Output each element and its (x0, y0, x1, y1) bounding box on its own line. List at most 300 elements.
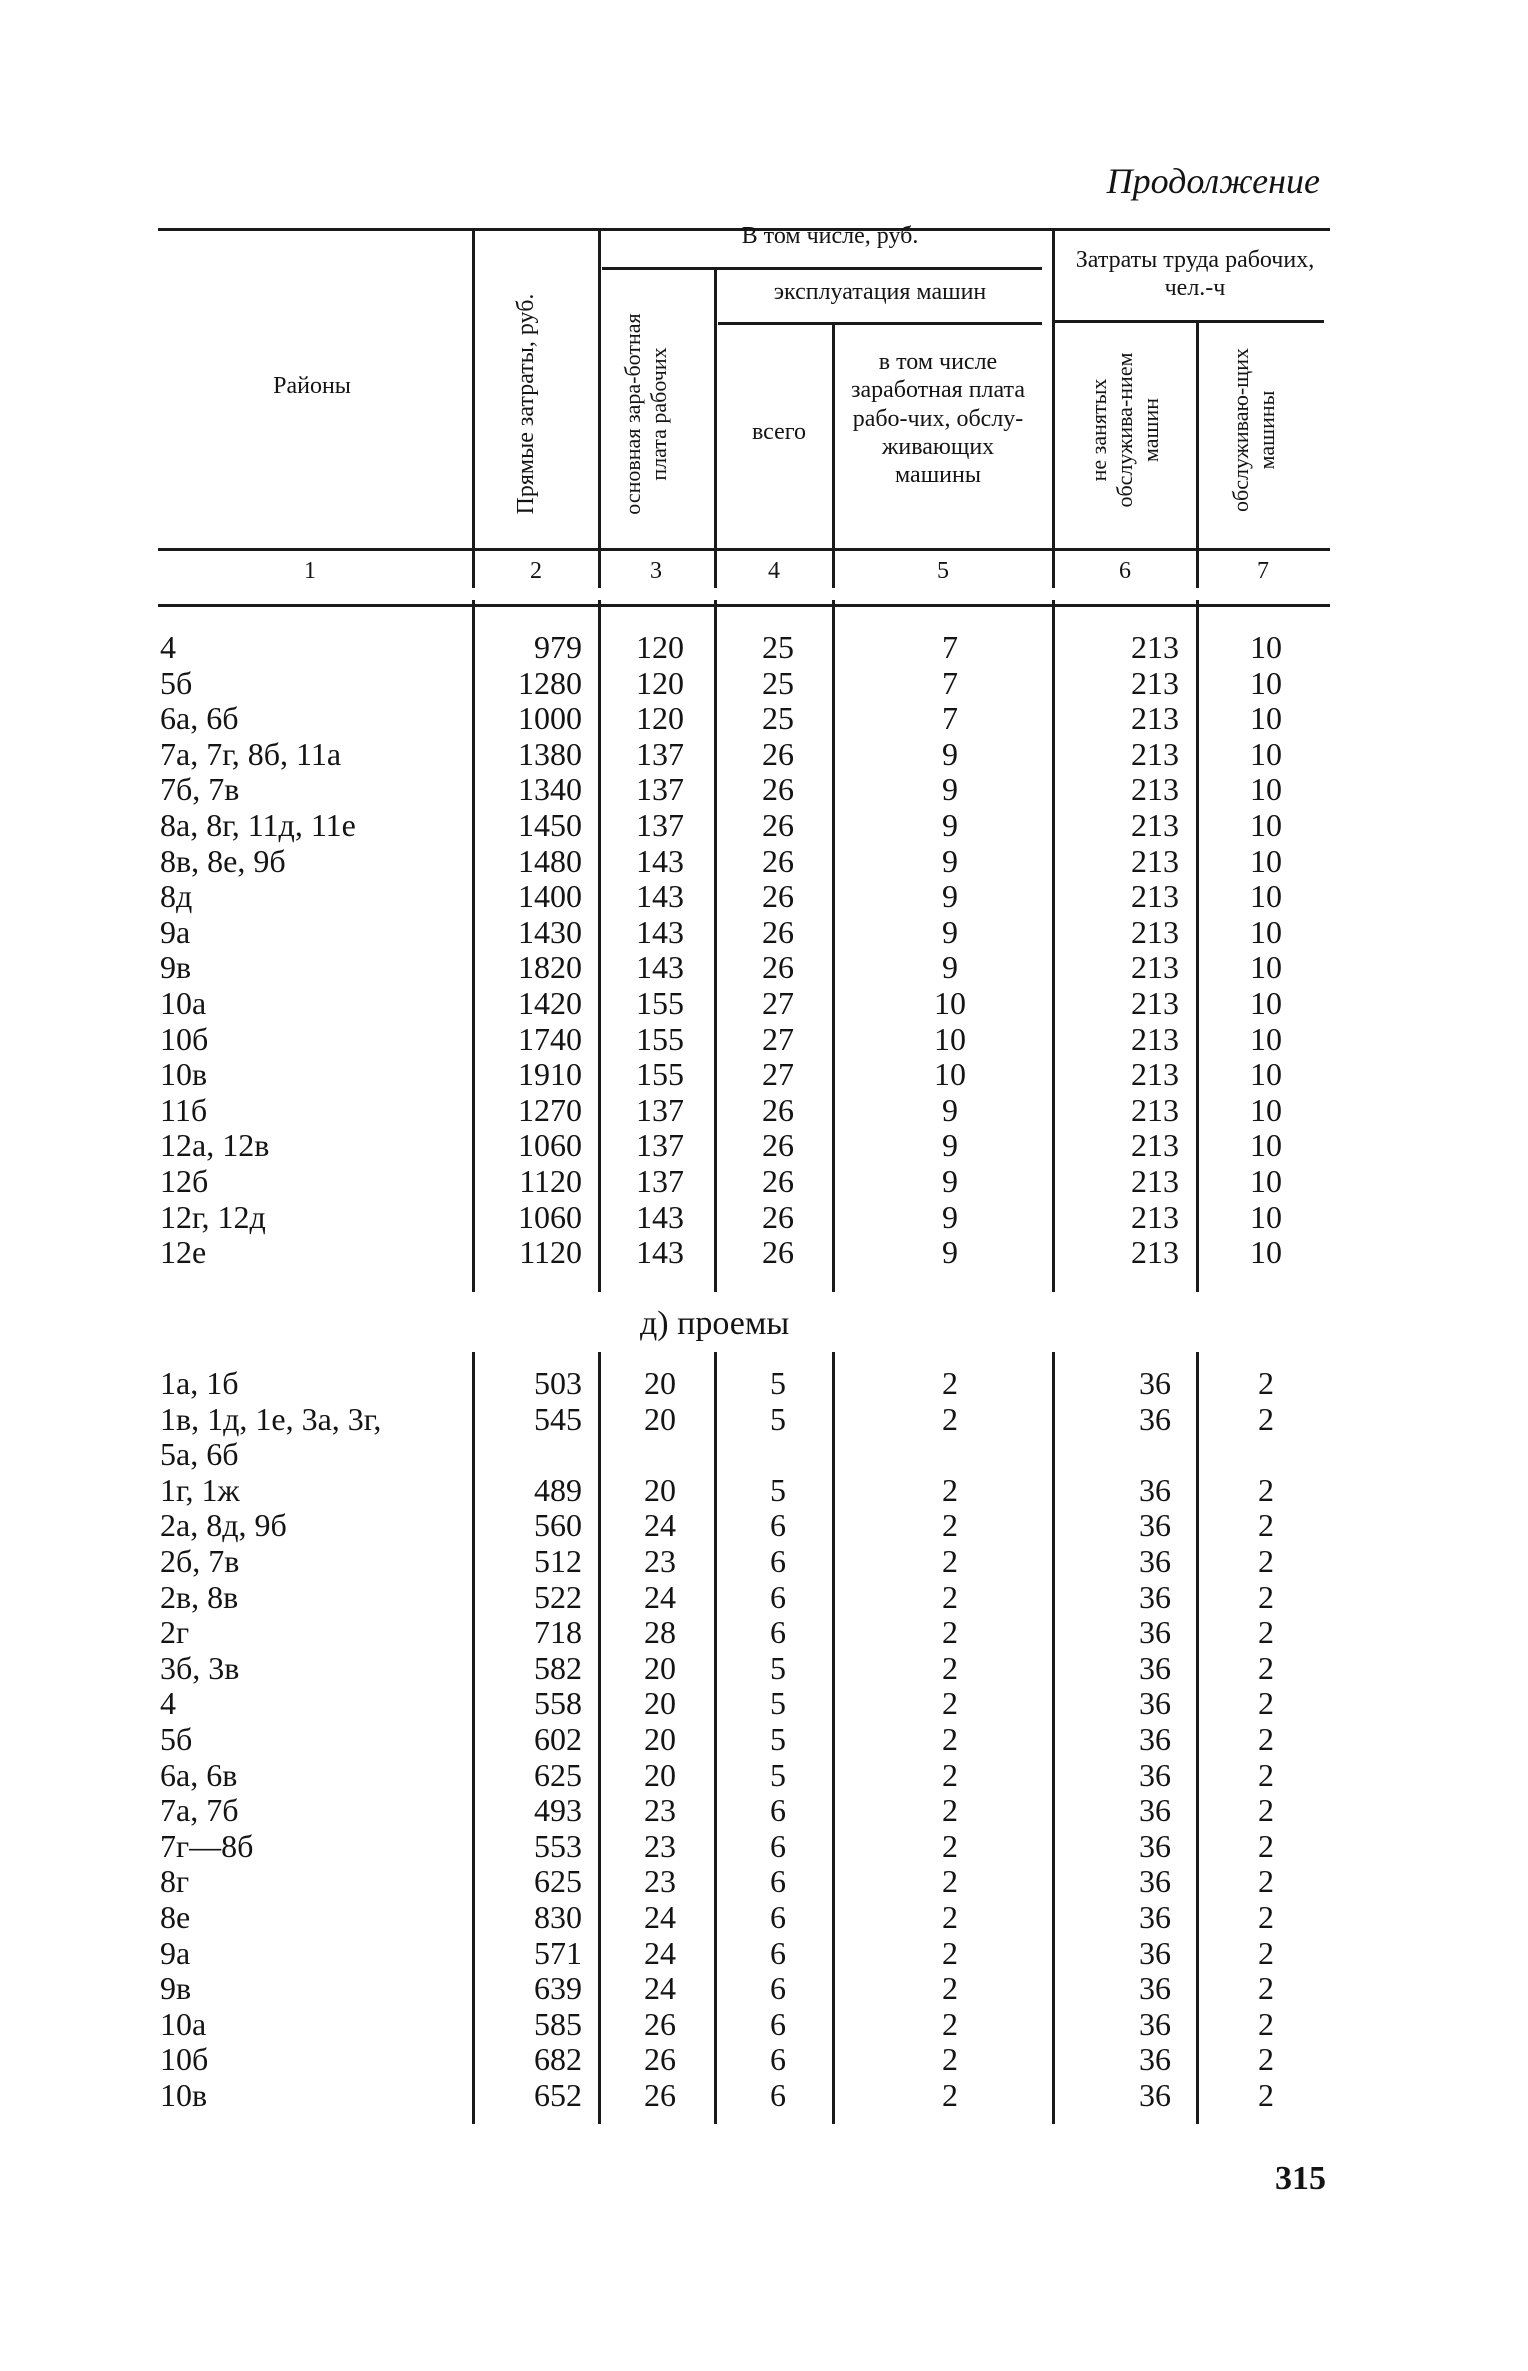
cell-base-wage: 24 (644, 1578, 676, 1615)
cell-base-wage: 24 (644, 1507, 676, 1544)
cell-labor-not-machines: 36 (1139, 1792, 1171, 1829)
cell-machines-total: 26 (762, 1163, 794, 1199)
cell-region: 12г, 12д (160, 1198, 266, 1235)
cell-machine-wage: 2 (942, 1970, 958, 2007)
cell-region: 5а, 6б (160, 1436, 239, 1473)
cell-direct-costs: 1910 (518, 1056, 582, 1093)
cell-machine-wage: 9 (942, 949, 958, 986)
cell-direct-costs: 682 (534, 2041, 582, 2078)
cell-labor-not-machines: 36 (1139, 1685, 1171, 1722)
cell-machine-wage: 2 (942, 1614, 958, 1651)
cell-direct-costs: 1450 (518, 807, 582, 843)
cell-base-wage: 23 (644, 1792, 676, 1829)
cell-base-wage: 143 (636, 1234, 684, 1271)
cell-labor-not-machines: 213 (1131, 1198, 1179, 1235)
cell-direct-costs: 571 (534, 1934, 582, 1971)
cell-base-wage: 120 (636, 700, 684, 737)
cell-machines-total: 26 (762, 842, 794, 879)
cell-base-wage: 120 (636, 664, 684, 701)
cell-machine-wage: 2 (942, 1934, 958, 1971)
cell-machine-wage: 9 (942, 807, 958, 843)
cell-region: 10а (160, 985, 207, 1021)
cell-region: 9а (160, 1934, 191, 1971)
cell-labor-machines: 10 (1250, 1234, 1282, 1271)
cell-labor-not-machines: 213 (1131, 1163, 1179, 1199)
cell-base-wage: 137 (636, 735, 684, 772)
cell-base-wage: 155 (636, 1056, 684, 1093)
cell-region: 10в (160, 1056, 208, 1093)
header-base-wage: основная зара-ботная плата рабочих (620, 313, 671, 515)
cell-direct-costs: 560 (534, 1507, 582, 1544)
cell-region: 6а, 6в (160, 1756, 238, 1793)
cell-direct-costs: 553 (534, 1827, 582, 1864)
cell-labor-machines: 2 (1258, 1649, 1274, 1686)
cell-labor-machines: 2 (1258, 1365, 1274, 1401)
cell-labor-machines: 2 (1258, 2041, 1274, 2078)
cost-group-rule (602, 267, 1042, 270)
cell-machines-total: 6 (770, 2077, 786, 2113)
cell-labor-machines: 10 (1250, 985, 1282, 1021)
cell-direct-costs: 512 (534, 1543, 582, 1579)
cell-region: 9в (160, 1970, 192, 2007)
cell-labor-not-machines: 36 (1139, 1578, 1171, 1615)
cell-machines-total: 27 (762, 1020, 794, 1057)
cell-labor-machines: 10 (1250, 1020, 1282, 1057)
cell-base-wage: 26 (644, 2077, 676, 2113)
cell-region: 7а, 7б (160, 1792, 239, 1829)
cell-base-wage: 143 (636, 878, 684, 915)
cell-labor-machines: 2 (1258, 1543, 1274, 1579)
cell-labor-not-machines: 213 (1131, 949, 1179, 986)
cell-region: 1в, 1д, 1е, 3а, 3г, (160, 1400, 382, 1437)
cell-machine-wage: 2 (942, 1578, 958, 1615)
cell-machines-total: 26 (762, 1127, 794, 1164)
cell-labor-machines: 10 (1250, 913, 1282, 950)
cell-region: 1г, 1ж (160, 1471, 240, 1508)
cell-machines-total: 27 (762, 1056, 794, 1093)
cell-labor-machines: 10 (1250, 807, 1282, 843)
header-vline-6 (1052, 228, 1055, 588)
cell-direct-costs: 545 (534, 1400, 582, 1437)
cell-labor-not-machines: 36 (1139, 1400, 1171, 1437)
cell-labor-not-machines: 213 (1131, 1091, 1179, 1128)
cell-machines-total: 5 (770, 1649, 786, 1686)
cell-labor-machines: 2 (1258, 1471, 1274, 1508)
cell-labor-machines: 2 (1258, 2077, 1274, 2113)
cell-machines-total: 5 (770, 1365, 786, 1401)
cell-region: 12е (160, 1234, 207, 1271)
cell-labor-not-machines: 213 (1131, 1056, 1179, 1093)
cell-base-wage: 23 (644, 1543, 676, 1579)
cell-machines-total: 26 (762, 913, 794, 950)
cell-labor-not-machines: 213 (1131, 735, 1179, 772)
cell-labor-machines: 2 (1258, 2005, 1274, 2042)
cell-labor-not-machines: 213 (1131, 985, 1179, 1021)
cell-region: 1а, 1б (160, 1365, 239, 1401)
cell-labor-machines: 2 (1258, 1899, 1274, 1935)
cell-base-wage: 137 (636, 771, 684, 808)
cell-machines-total: 5 (770, 1721, 786, 1757)
cell-base-wage: 137 (636, 1127, 684, 1164)
cell-region: 2а, 8д, 9б (160, 1507, 287, 1544)
cell-machine-wage: 10 (934, 1056, 966, 1093)
cell-base-wage: 20 (644, 1400, 676, 1437)
cell-region: 12а, 12в (160, 1127, 270, 1164)
header-machines-total: всего (751, 419, 807, 445)
cell-machine-wage: 2 (942, 2005, 958, 2042)
body-a-vline-3 (598, 600, 601, 1292)
cell-region: 7а, 7г, 8б, 11а (160, 735, 342, 772)
header-machines-group: эксплуатация машин (773, 279, 987, 305)
cell-machines-total: 25 (762, 629, 794, 665)
cell-machines-total: 5 (770, 1685, 786, 1722)
cell-direct-costs: 522 (534, 1578, 582, 1615)
cell-base-wage: 155 (636, 985, 684, 1021)
cell-machine-wage: 9 (942, 1163, 958, 1199)
cell-labor-not-machines: 36 (1139, 1507, 1171, 1544)
cell-labor-not-machines: 213 (1131, 842, 1179, 879)
header-vline-4 (714, 270, 717, 588)
cell-direct-costs: 1060 (518, 1127, 582, 1164)
cell-direct-costs: 718 (534, 1614, 582, 1651)
header-labor-machines: обслуживаю-щих машины (1228, 348, 1279, 512)
cell-machine-wage: 7 (942, 629, 958, 665)
cell-direct-costs: 503 (534, 1365, 582, 1401)
cell-machines-total: 26 (762, 735, 794, 772)
cell-direct-costs: 1270 (518, 1091, 582, 1128)
cell-machine-wage: 9 (942, 913, 958, 950)
cell-machine-wage: 2 (942, 1792, 958, 1829)
cell-region: 2в, 8в (160, 1578, 239, 1615)
cell-labor-machines: 10 (1250, 1198, 1282, 1235)
cell-direct-costs: 585 (534, 2005, 582, 2042)
cell-direct-costs: 1280 (518, 664, 582, 701)
cell-machines-total: 6 (770, 1934, 786, 1971)
cell-direct-costs: 1060 (518, 1198, 582, 1235)
cell-direct-costs: 979 (534, 629, 582, 665)
cell-labor-not-machines: 36 (1139, 1827, 1171, 1864)
cell-machines-total: 27 (762, 985, 794, 1021)
cell-machines-total: 25 (762, 700, 794, 737)
cell-labor-not-machines: 36 (1139, 1365, 1171, 1401)
cell-machines-total: 26 (762, 807, 794, 843)
cell-base-wage: 26 (644, 2041, 676, 2078)
header-direct-costs: Прямые затраты, руб. (513, 293, 539, 515)
cell-machines-total: 5 (770, 1471, 786, 1508)
machines-group-rule (718, 322, 1042, 325)
cell-region: 7г—8б (160, 1827, 254, 1864)
cell-machine-wage: 2 (942, 1400, 958, 1437)
cell-labor-not-machines: 36 (1139, 2041, 1171, 2078)
cell-machine-wage: 10 (934, 1020, 966, 1057)
cell-region: 8г (160, 1863, 190, 1900)
cell-labor-not-machines: 36 (1139, 1721, 1171, 1757)
body-b-vline-4 (714, 1352, 717, 2124)
cell-region: 7б, 7в (160, 771, 240, 808)
header-machine-wage: в том числе заработная плата рабо-чих, обслу-живающих машины (851, 349, 1025, 489)
cell-labor-machines: 10 (1250, 949, 1282, 986)
col-number-4: 4 (768, 558, 780, 584)
col-number-2: 2 (530, 558, 542, 584)
cell-base-wage: 137 (636, 1163, 684, 1199)
cell-direct-costs: 1000 (518, 700, 582, 737)
number-row-rule (158, 604, 1330, 607)
cell-labor-machines: 2 (1258, 1400, 1274, 1437)
cell-machine-wage: 2 (942, 1863, 958, 1900)
cell-labor-machines: 2 (1258, 1721, 1274, 1757)
cell-machines-total: 6 (770, 1970, 786, 2007)
cell-direct-costs: 1430 (518, 913, 582, 950)
cell-machines-total: 26 (762, 1234, 794, 1271)
cell-machine-wage: 2 (942, 1507, 958, 1544)
cell-direct-costs: 625 (534, 1863, 582, 1900)
cell-labor-machines: 2 (1258, 1792, 1274, 1829)
cell-base-wage: 24 (644, 1934, 676, 1971)
cell-region: 10а (160, 2005, 207, 2042)
cell-machines-total: 6 (770, 1507, 786, 1544)
cell-labor-machines: 2 (1258, 1685, 1274, 1722)
cell-region: 2г (160, 1614, 190, 1651)
cell-labor-machines: 10 (1250, 1127, 1282, 1164)
continuation-label: Продолжение (1106, 161, 1320, 201)
col-number-7: 7 (1257, 558, 1269, 584)
cell-region: 8д (160, 878, 193, 915)
cell-base-wage: 23 (644, 1827, 676, 1864)
cell-base-wage: 28 (644, 1614, 676, 1651)
cell-labor-machines: 10 (1250, 735, 1282, 772)
cell-region: 10б (160, 2041, 209, 2078)
cell-direct-costs: 1120 (519, 1163, 582, 1199)
cell-direct-costs: 1400 (518, 878, 582, 915)
cell-machines-total: 5 (770, 1400, 786, 1437)
cell-direct-costs: 489 (534, 1471, 582, 1508)
cell-labor-not-machines: 213 (1131, 913, 1179, 950)
cell-labor-machines: 10 (1250, 771, 1282, 808)
col-number-6: 6 (1119, 558, 1131, 584)
cell-region: 4 (160, 1685, 176, 1722)
cell-base-wage: 24 (644, 1970, 676, 2007)
cell-labor-not-machines: 36 (1139, 1934, 1171, 1971)
cell-labor-not-machines: 36 (1139, 1614, 1171, 1651)
cell-machine-wage: 9 (942, 878, 958, 915)
cell-region: 4 (160, 629, 176, 665)
cell-machines-total: 6 (770, 1578, 786, 1615)
cell-machines-total: 6 (770, 1863, 786, 1900)
cell-base-wage: 26 (644, 2005, 676, 2042)
cell-machines-total: 26 (762, 771, 794, 808)
page-number: 315 (1275, 2160, 1326, 2197)
cell-base-wage: 155 (636, 1020, 684, 1057)
cell-base-wage: 20 (644, 1721, 676, 1757)
cell-machines-total: 26 (762, 1198, 794, 1235)
cell-base-wage: 20 (644, 1365, 676, 1401)
cell-machines-total: 6 (770, 1827, 786, 1864)
header-regions: Районы (273, 373, 351, 399)
cell-labor-not-machines: 213 (1131, 807, 1179, 843)
cell-base-wage: 120 (636, 629, 684, 665)
cell-machine-wage: 2 (942, 1899, 958, 1935)
cell-direct-costs: 1340 (518, 771, 582, 808)
cell-base-wage: 143 (636, 842, 684, 879)
cell-labor-machines: 2 (1258, 1507, 1274, 1544)
cell-labor-machines: 2 (1258, 1827, 1274, 1864)
cell-machines-total: 6 (770, 2041, 786, 2078)
cell-machines-total: 6 (770, 2005, 786, 2042)
cell-labor-not-machines: 36 (1139, 1649, 1171, 1686)
cell-labor-not-machines: 213 (1131, 771, 1179, 808)
cell-machines-total: 6 (770, 1899, 786, 1935)
cell-labor-not-machines: 36 (1139, 2077, 1171, 2113)
body-a-vline-4 (714, 600, 717, 1292)
cell-machine-wage: 10 (934, 985, 966, 1021)
cell-machines-total: 26 (762, 949, 794, 986)
cell-direct-costs: 582 (534, 1649, 582, 1686)
cell-direct-costs: 493 (534, 1792, 582, 1829)
cell-base-wage: 23 (644, 1863, 676, 1900)
cell-machine-wage: 7 (942, 664, 958, 701)
cell-machine-wage: 9 (942, 735, 958, 772)
cell-direct-costs: 652 (534, 2077, 582, 2113)
cell-base-wage: 20 (644, 1756, 676, 1793)
cell-labor-not-machines: 213 (1131, 700, 1179, 737)
cell-machine-wage: 2 (942, 1543, 958, 1579)
header-labor-not-machines: не занятых обслужива-нием машин (1086, 352, 1163, 508)
cell-labor-machines: 10 (1250, 1163, 1282, 1199)
cell-machine-wage: 2 (942, 2077, 958, 2113)
cell-machine-wage: 2 (942, 1685, 958, 1722)
cell-machine-wage: 9 (942, 1198, 958, 1235)
cell-labor-machines: 10 (1250, 1056, 1282, 1093)
cell-direct-costs: 830 (534, 1899, 582, 1935)
cell-machines-total: 6 (770, 1614, 786, 1651)
cell-base-wage: 20 (644, 1471, 676, 1508)
cell-region: 9а (160, 913, 191, 950)
cell-machines-total: 25 (762, 664, 794, 701)
cell-machine-wage: 9 (942, 1234, 958, 1271)
cell-labor-not-machines: 36 (1139, 1899, 1171, 1935)
cell-direct-costs: 602 (534, 1721, 582, 1757)
cell-region: 9в (160, 949, 192, 986)
cell-labor-machines: 10 (1250, 842, 1282, 879)
cell-labor-machines: 2 (1258, 1578, 1274, 1615)
cell-labor-not-machines: 213 (1131, 629, 1179, 665)
cell-machines-total: 26 (762, 878, 794, 915)
col-number-1: 1 (304, 558, 316, 584)
cell-direct-costs: 1380 (518, 735, 582, 772)
cell-labor-machines: 2 (1258, 1614, 1274, 1651)
cell-region: 3б, 3в (160, 1649, 240, 1686)
cell-machine-wage: 2 (942, 1365, 958, 1401)
cell-machine-wage: 2 (942, 2041, 958, 2078)
cell-direct-costs: 1480 (518, 842, 582, 879)
cell-labor-machines: 2 (1258, 1970, 1274, 2007)
cell-labor-machines: 10 (1250, 1091, 1282, 1128)
cell-region: 2б, 7в (160, 1543, 240, 1579)
cell-base-wage: 143 (636, 1198, 684, 1235)
cell-machine-wage: 9 (942, 771, 958, 808)
cell-region: 10в (160, 2077, 208, 2113)
cell-labor-machines: 2 (1258, 1934, 1274, 1971)
col-number-5: 5 (937, 558, 949, 584)
header-cost-group: В том числе, руб. (741, 223, 919, 249)
cell-machines-total: 6 (770, 1543, 786, 1579)
cell-labor-not-machines: 213 (1131, 664, 1179, 701)
cell-labor-not-machines: 36 (1139, 2005, 1171, 2042)
header-vline-7 (1196, 322, 1199, 588)
cell-labor-not-machines: 213 (1131, 1020, 1179, 1057)
cell-direct-costs: 1120 (519, 1234, 582, 1271)
cell-region: 5б (160, 1721, 193, 1757)
header-bottom-rule (158, 548, 1330, 551)
cell-labor-not-machines: 213 (1131, 878, 1179, 915)
cell-labor-not-machines: 36 (1139, 1863, 1171, 1900)
cell-base-wage: 20 (644, 1649, 676, 1686)
cell-machine-wage: 9 (942, 1127, 958, 1164)
cell-direct-costs: 1820 (518, 949, 582, 986)
section-title-openings: д) проемы (640, 1305, 790, 1342)
cell-base-wage: 137 (636, 1091, 684, 1128)
cell-machine-wage: 7 (942, 700, 958, 737)
cell-labor-not-machines: 213 (1131, 1234, 1179, 1271)
cell-base-wage: 143 (636, 913, 684, 950)
cell-direct-costs: 1740 (518, 1020, 582, 1057)
cell-labor-machines: 10 (1250, 878, 1282, 915)
cell-direct-costs: 558 (534, 1685, 582, 1722)
cell-labor-not-machines: 36 (1139, 1543, 1171, 1579)
cell-machines-total: 26 (762, 1091, 794, 1128)
body-b-vline-3 (598, 1352, 601, 2124)
header-vline-3 (598, 228, 601, 588)
cell-labor-machines: 10 (1250, 629, 1282, 665)
cell-labor-not-machines: 36 (1139, 1471, 1171, 1508)
cell-labor-machines: 2 (1258, 1863, 1274, 1900)
cell-machine-wage: 2 (942, 1649, 958, 1686)
header-vline-2 (472, 228, 475, 588)
cell-region: 12б (160, 1163, 209, 1199)
cell-labor-not-machines: 213 (1131, 1127, 1179, 1164)
cell-region: 8а, 8г, 11д, 11е (160, 807, 356, 843)
cell-region: 6а, 6б (160, 700, 239, 737)
cell-labor-not-machines: 36 (1139, 1970, 1171, 2007)
cell-region: 5б (160, 664, 193, 701)
cell-direct-costs: 1420 (518, 985, 582, 1021)
cell-direct-costs: 639 (534, 1970, 582, 2007)
cell-labor-machines: 10 (1250, 700, 1282, 737)
cell-region: 8е (160, 1899, 191, 1935)
cell-direct-costs: 625 (534, 1756, 582, 1793)
cell-region: 10б (160, 1020, 209, 1057)
cell-machines-total: 6 (770, 1792, 786, 1829)
cell-machine-wage: 2 (942, 1756, 958, 1793)
cell-machines-total: 5 (770, 1756, 786, 1793)
cell-region: 8в, 8е, 9б (160, 842, 286, 879)
cell-base-wage: 137 (636, 807, 684, 843)
cell-machine-wage: 2 (942, 1721, 958, 1757)
cell-labor-machines: 10 (1250, 664, 1282, 701)
cell-machine-wage: 9 (942, 1091, 958, 1128)
labor-group-rule (1054, 320, 1324, 323)
cell-machine-wage: 9 (942, 842, 958, 879)
cell-machine-wage: 2 (942, 1827, 958, 1864)
header-vline-5 (832, 325, 835, 588)
cell-labor-machines: 2 (1258, 1756, 1274, 1793)
cell-labor-not-machines: 36 (1139, 1756, 1171, 1793)
col-number-3: 3 (650, 558, 662, 584)
header-labor-group: Затраты труда рабочих, чел.-ч (1075, 247, 1315, 302)
cell-base-wage: 20 (644, 1685, 676, 1722)
cell-region: 11б (160, 1091, 208, 1128)
cell-base-wage: 143 (636, 949, 684, 986)
